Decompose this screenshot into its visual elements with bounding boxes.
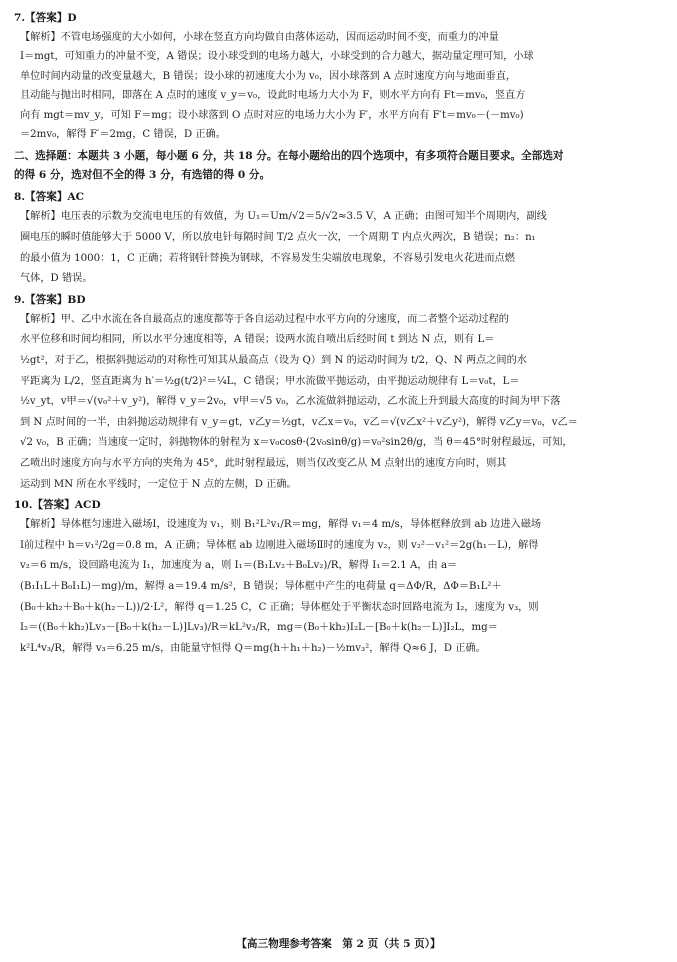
q8-answer: 8.【答案】AC — [14, 191, 85, 204]
q7-line-4: 且动能与抛出时相同，即落在 A 点时的速度 v_y＝v₀，设此时电场力大小为 F，则水平方向有 Ft＝mv₀，竖直方 — [20, 90, 526, 102]
q9-line-4: 平距离为 L/2，竖直距离为 h′＝½g(t/2)²＝¼L，C 错误；甲水流做平抛运动，由平抛运动规律有 L＝v₀t，L＝ — [20, 375, 520, 387]
q9-line-8: 乙喷出时速度方向与水平方向的夹角为 45°，此时射程最远，则当仅改变乙从 M 点射出的速度方向时，则其 — [20, 457, 507, 469]
q8-analysis — [14, 207, 666, 289]
q8-line-1: 【解析】电压表的示数为交流电电压的有效值，为 U₁＝Um/√2＝5/√2≈3.5 V，A 正确；由图可知半个周期内，副线 — [20, 211, 547, 223]
q10-analysis — [14, 515, 666, 659]
q9-answer: 9.【答案】BD — [14, 293, 86, 306]
section-2-line-2: 的得 6 分，选对但不全的得 3 分，有选错的得 0 分。 — [14, 169, 271, 182]
q7-line-3: 单位时间内动量的改变量越大，B 错误；设小球的初速度大小为 v₀，因小球落到 A 点时速度方向与地面垂直， — [20, 70, 517, 82]
q7-line-1: 【解析】不管电场强度的大小如何，小球在竖直方向均做自由落体运动，因而运动时间不变，而重力的冲量 — [20, 32, 499, 43]
q10-line-1: 【解析】导体框匀速进入磁场Ⅰ，设速度为 v₁，则 B₁²L²v₁/R＝mg，解得 v₁＝4 m/s，导体框释放到 ab 边进入磁场 — [20, 519, 542, 531]
q8-line-4: 气体，D 错误。 — [20, 273, 93, 285]
q10-line-6: I₂＝((B₀＋kh₂)Lv₃－[B₀＋k(h₂－L)]Lv₃)/R＝kL²v₃/R，mg＝(B₀＋kh₂)I₂L－[B₀＋k(h₂－L)]I₂L，mg＝ — [20, 622, 498, 634]
q7-answer: 7.【答案】D — [14, 12, 77, 24]
q7-line-5: 向有 mgt＝mv_y，可知 F＝mg；设小球落到 O 点时对应的电场力大小为 F′，水平方向有 F′t＝mv₀－(－mv₀) — [20, 109, 524, 121]
page-content — [14, 8, 666, 661]
section-2-heading — [14, 147, 666, 185]
q9-line-5: ½v_yt，v甲＝√(v₀²＋v_y²)，解得 v_y＝2v₀，v甲＝√5 v₀，乙水流做斜抛运动，乙水流上升到最大高度的时间为甲下落 — [20, 396, 561, 408]
q9-line-9: 运动到 MN 所在水平线时，一定位于 N 点的左侧，D 正确。 — [20, 478, 297, 490]
q7-line-6: ＝2mv₀，解得 F′＝2mg，C 错误，D 正确。 — [20, 129, 226, 141]
q10-line-3: v₂＝6 m/s，设回路电流为 I₁，加速度为 a，则 I₁＝(B₁Lv₂＋B₀Lv₂)/R，解得 I₁＝2.1 A，由 a＝ — [20, 560, 458, 572]
q10-line-4: (B₁I₁L＋B₀I₁L)－mg)/m，解得 a＝19.4 m/s²，B 错误；导体框中产生的电荷量 q＝ΔΦ/R，ΔΦ＝B₁L²＋ — [20, 580, 502, 592]
q10-line-2: Ⅰ前过程中 h＝v₁²/2g＝0.8 m，A 正确；导体框 ab 边刚进入磁场Ⅱ时的速度为 v₂，则 v₂²－v₁²＝2g(h₁－L)，解得 — [20, 539, 539, 551]
q9-line-2: 水平位移和时间均相同，所以水平分速度相等，A 错误；设两水流自喷出后经时间 t 到达 N 点，则有 L＝ — [20, 334, 495, 346]
q9-line-6: 到 N 点时间的一半，由斜抛运动规律有 v_y＝gt，v乙y＝½gt，v乙x＝v₀，v乙＝√(v乙x²＋v乙y²)，解得 v乙y＝v₀，v乙＝ — [20, 416, 578, 428]
q8-line-2: 圈电压的瞬时值能够大于 5000 V，所以放电针每隔时间 T/2 点火一次，一个周期 T 内点火两次，B 错误；n₂：n₁ — [20, 232, 536, 244]
q9-line-1: 【解析】甲、乙中水流在各自最高点的速度都等于各自运动过程中水平方向的分速度，而二者整个运动过程的 — [20, 313, 509, 325]
q10-line-5: (B₀＋kh₂＋B₀＋k(h₂－L))/2·L²，解得 q＝1.25 C，C 正确；导体框处于平衡状态时回路电流为 I₂，速度为 v₃，则 — [20, 601, 539, 613]
q7-analysis — [14, 28, 666, 144]
q8-line-3: 的最小值为 1000：1，C 正确；若将钢针替换为钢球，不容易发生尖端放电现象，不容易引发电火花进而点燃 — [20, 252, 515, 264]
q9-line-7: √2 v₀，B 正确；当速度一定时，斜抛物体的射程为 x＝v₀cosθ·(2v₀sinθ/g)＝v₀²sin2θ/g，当 θ＝45°时射程最远，可知， — [20, 437, 573, 449]
q9-analysis — [14, 310, 666, 495]
q9-line-3: ½gt²，对于乙，根据斜抛运动的对称性可知其从最高点（设为 Q）到 N 的运动时间为 t/2，Q、N 两点之间的水 — [20, 355, 527, 366]
section-2-line-1: 二、选择题：本题共 3 小题，每小题 6 分，共 18 分。在每小题给出的四个选项中，有多项符合题目要求。全部选对 — [14, 150, 564, 163]
page-footer: 【高三物理参考答案 第 2 页（共 5 页）】 — [236, 938, 441, 950]
q10-line-7: k²L⁴v₃/R，解得 v₃＝6.25 m/s，由能量守恒得 Q＝mg(h＋h₁＋h₂)－½mv₃²，解得 Q≈6 J，D 正确。 — [20, 642, 486, 654]
q10-answer: 10.【答案】ACD — [14, 499, 101, 512]
q7-line-2: I＝mgt，可知重力的冲量不变，A 错误；设小球受到的电场力越大，小球受到的合力越大，据动量定理可知，小球 — [20, 51, 534, 63]
